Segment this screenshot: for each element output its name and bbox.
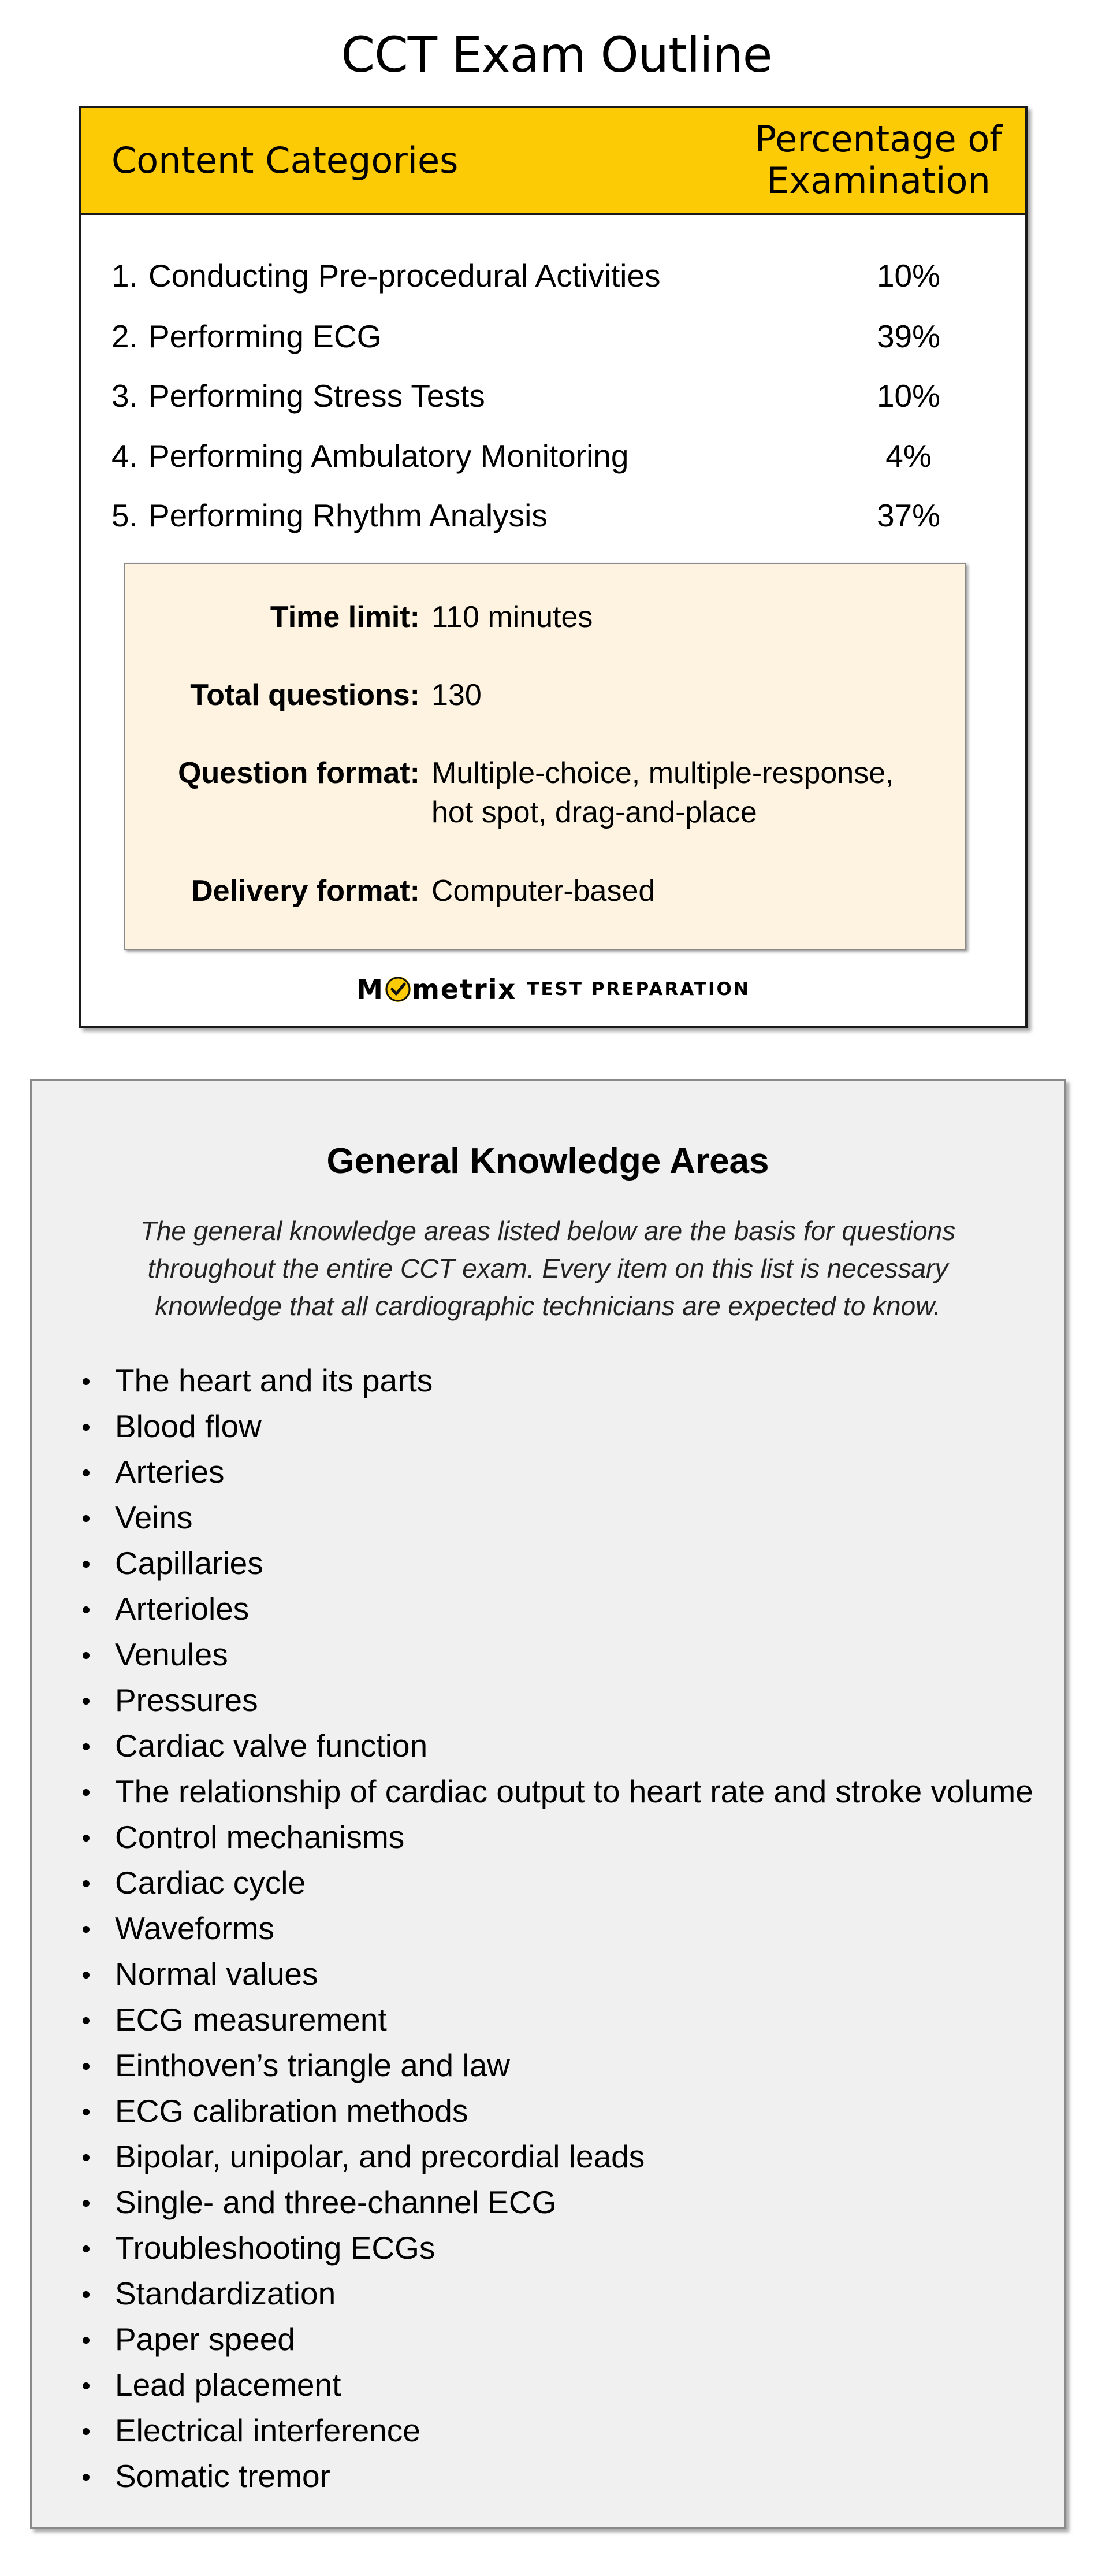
category-percent: 4%: [885, 438, 932, 474]
category-row: [111, 307, 1001, 365]
percentage-header-line2: Examination: [766, 159, 991, 202]
bullet-icon: [83, 1789, 90, 1796]
list-item: [66, 1997, 1048, 2043]
knowledge-intro-line2: throughout the entire CCT exam. Every item on this list is necessary: [147, 1253, 948, 1283]
knowledge-list: [66, 1358, 1048, 2499]
mometrix-logo: [81, 969, 1025, 1009]
list-item: [66, 1860, 1048, 1906]
time-limit-value: 110 minutes: [431, 600, 593, 634]
list-item-text: Cardiac cycle: [115, 1865, 306, 1901]
category-row: [111, 247, 1001, 305]
list-item: [66, 1358, 1048, 1404]
list-item-text: Troubleshooting ECGs: [115, 2230, 435, 2266]
bullet-icon: [83, 1698, 90, 1705]
category-name: Performing ECG: [148, 318, 382, 354]
list-item-text: Capillaries: [115, 1545, 263, 1581]
list-item: [66, 1586, 1048, 1632]
list-item-text: Pressures: [115, 1682, 258, 1718]
bullet-icon: [83, 2428, 90, 2435]
bullet-icon: [83, 1835, 90, 1842]
category-number: 3.: [111, 378, 138, 414]
list-item: [66, 2043, 1048, 2088]
bullet-icon: [83, 2337, 90, 2344]
bullet-icon: [83, 1561, 90, 1568]
list-item-text: Arterioles: [115, 1591, 250, 1627]
bullet-icon: [83, 1469, 90, 1476]
table-header: [81, 108, 1025, 215]
bullet-icon: [83, 2245, 90, 2252]
category-row: [111, 487, 1001, 544]
list-item-text: Standardization: [115, 2276, 336, 2311]
brand-name-prefix: M: [356, 974, 384, 1005]
list-item: [66, 2180, 1048, 2225]
total-questions-value: 130: [431, 678, 482, 712]
list-item-text: Control mechanisms: [115, 1819, 405, 1855]
knowledge-intro: [90, 1212, 1006, 1325]
list-item-text: Blood flow: [115, 1408, 262, 1444]
percentage-header: [751, 118, 1006, 202]
list-item-text: Normal values: [115, 1956, 318, 1992]
knowledge-intro-line3: knowledge that all cardiographic technicians are expected to know.: [155, 1291, 941, 1321]
list-item-text: ECG calibration methods: [115, 2093, 468, 2129]
question-format-value-line2: hot spot, drag-and-place: [431, 796, 757, 829]
list-item: [66, 1814, 1048, 1860]
category-row: [111, 427, 1001, 485]
category-name: Performing Stress Tests: [148, 378, 485, 414]
list-item-text: The heart and its parts: [115, 1363, 433, 1398]
category-number: 4.: [111, 438, 138, 474]
check-circle-icon: [385, 977, 411, 1002]
bullet-icon: [83, 1424, 90, 1431]
category-percent: 39%: [876, 318, 941, 354]
page-title: CCT Exam Outline: [341, 27, 772, 83]
percentage-header-line1: Percentage of: [754, 118, 1003, 160]
bullet-icon: [83, 1515, 90, 1522]
category-name: Conducting Pre-procedural Activities: [148, 258, 661, 294]
list-item: [66, 1404, 1048, 1449]
list-item-text: Waveforms: [115, 1910, 275, 1946]
bullet-icon: [83, 1606, 90, 1613]
list-item-text: Single- and three-channel ECG: [115, 2184, 557, 2220]
list-item-text: Cardiac valve function: [115, 1728, 428, 1764]
category-number: 5.: [111, 498, 138, 533]
knowledge-title: General Knowledge Areas: [326, 1141, 769, 1181]
content-categories-header: Content Categories: [111, 139, 459, 181]
bullet-icon: [83, 2154, 90, 2161]
bullet-icon: [83, 1652, 90, 1659]
category-row: [111, 367, 1001, 425]
bullet-icon: [83, 2109, 90, 2115]
list-item: [66, 1449, 1048, 1495]
delivery-format-value: Computer-based: [431, 874, 656, 908]
list-item: [66, 2271, 1048, 2317]
list-item-text: Arteries: [115, 1454, 225, 1490]
category-number: 1.: [111, 258, 138, 294]
list-item: [66, 1906, 1048, 1951]
list-item: [66, 2453, 1048, 2499]
bullet-icon: [83, 2474, 90, 2481]
list-item: [66, 1541, 1048, 1586]
list-item-text: Veins: [115, 1499, 193, 1535]
list-item: [66, 1677, 1048, 1723]
bullet-icon: [83, 1378, 90, 1385]
bullet-icon: [83, 2291, 90, 2298]
list-item: [66, 2134, 1048, 2180]
list-item: [66, 2225, 1048, 2271]
category-name: Performing Rhythm Analysis: [148, 498, 548, 533]
list-item-text: Einthoven’s triangle and law: [115, 2047, 510, 2083]
time-limit-label: Time limit:: [270, 600, 420, 634]
bullet-icon: [83, 1880, 90, 1887]
delivery-format-label: Delivery format:: [191, 874, 420, 908]
list-item-text: Venules: [115, 1636, 228, 1672]
bullet-icon: [83, 1972, 90, 1979]
list-item-text: Somatic tremor: [115, 2458, 330, 2494]
category-percent: 37%: [876, 498, 941, 533]
category-percent: 10%: [876, 378, 941, 414]
list-item-text: Paper speed: [115, 2321, 295, 2357]
list-item: [66, 1495, 1048, 1541]
total-questions-label: Total questions:: [190, 678, 420, 712]
category-percent: 10%: [876, 258, 941, 294]
brand-name-suffix: metrix: [411, 974, 517, 1005]
general-knowledge-box: [30, 1079, 1066, 2529]
list-item: [66, 1769, 1048, 1814]
category-number: 2.: [111, 318, 138, 354]
list-item-text: Electrical interference: [115, 2412, 420, 2448]
bullet-icon: [83, 1926, 90, 1933]
list-item-text: Bipolar, unipolar, and precordial leads: [115, 2139, 645, 2174]
category-name: Performing Ambulatory Monitoring: [148, 438, 629, 474]
list-item: [66, 2362, 1048, 2408]
exam-outline-table: [79, 106, 1028, 1028]
list-item-text: The relationship of cardiac output to heart rate and stroke volume: [115, 1773, 1033, 1809]
bullet-icon: [83, 1743, 90, 1750]
bullet-icon: [83, 2017, 90, 2024]
list-item: [66, 2088, 1048, 2134]
bullet-icon: [83, 2063, 90, 2070]
list-item: [66, 2408, 1048, 2453]
list-item: [66, 1723, 1048, 1769]
list-item-text: Lead placement: [115, 2367, 341, 2403]
list-item-text: ECG measurement: [115, 2002, 387, 2037]
brand-tagline: TEST PREPARATION: [527, 979, 750, 1000]
question-format-value-line1: Multiple-choice, multiple-response,: [431, 756, 894, 790]
bullet-icon: [83, 2382, 90, 2389]
list-item: [66, 1632, 1048, 1677]
question-format-label: Question format:: [178, 756, 420, 790]
bullet-icon: [83, 2200, 90, 2207]
exam-info-box: [124, 563, 966, 950]
knowledge-intro-line1: The general knowledge areas listed below are the basis for questions: [140, 1216, 956, 1246]
list-item: [66, 2317, 1048, 2362]
list-item: [66, 1951, 1048, 1997]
